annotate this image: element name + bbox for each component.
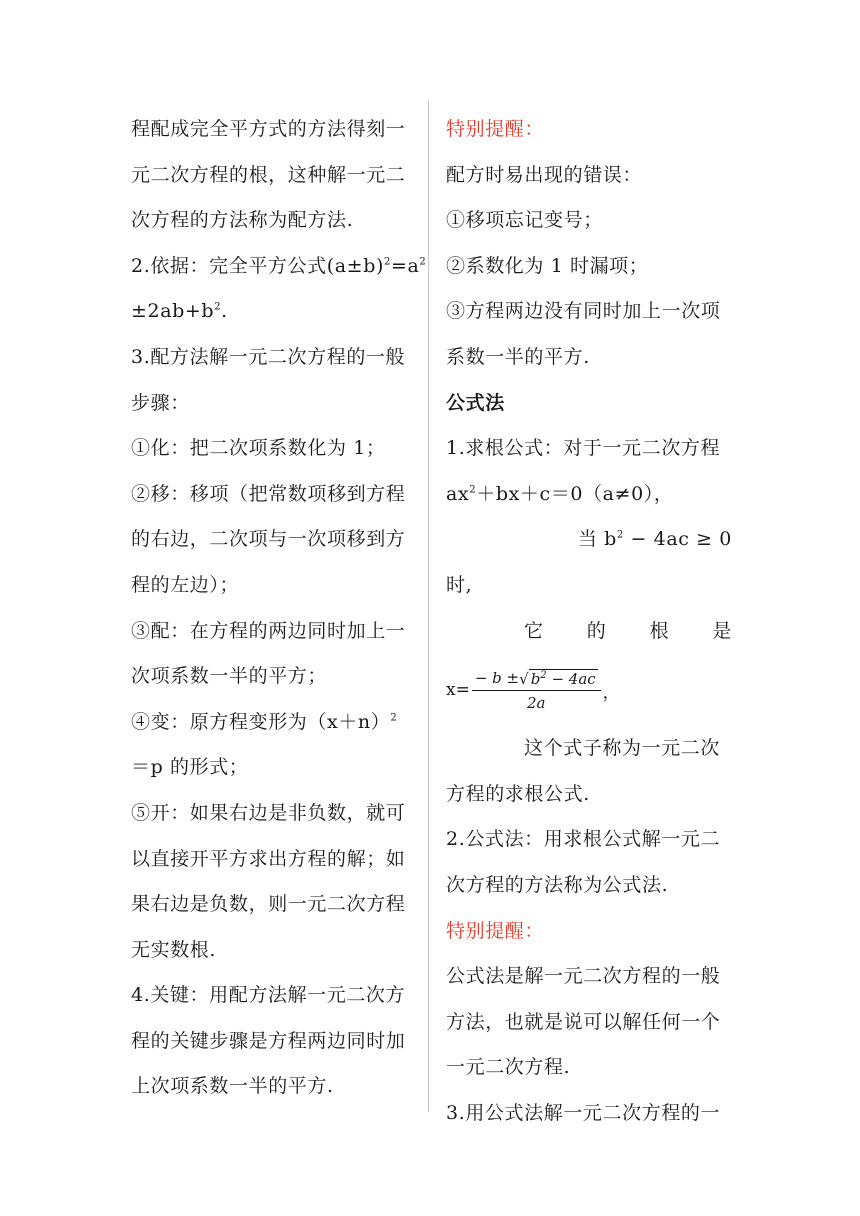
text: − 4ac ≥ 0	[623, 528, 732, 551]
text-line: 时,	[446, 573, 473, 596]
text: 当 b	[577, 528, 617, 551]
text-line: 步骤：	[131, 391, 190, 414]
word: 的	[586, 619, 607, 642]
text: ④变：原方程变形为（x＋n）	[131, 710, 391, 733]
text-line: 元二次方程的根，这种解一元二	[131, 163, 406, 186]
radical-sign-icon: √	[519, 669, 529, 688]
word: 根	[649, 619, 670, 642]
quadratic-formula	[446, 654, 732, 726]
word: 它	[524, 619, 544, 642]
superscript: 2	[419, 256, 427, 268]
special-reminder-heading: 特别提醒：	[446, 919, 545, 942]
text: 2.依据：完全平方公式(a±b)	[131, 254, 384, 277]
text: ±2ab+b	[131, 300, 215, 323]
step-4	[131, 700, 419, 746]
text-line-basis	[131, 244, 427, 290]
superscript: 2	[616, 530, 624, 542]
text: − b ±	[474, 669, 520, 688]
text-line: 上次项系数一半的平方.	[131, 1075, 334, 1098]
text-line: 这个式子称为一元二次	[524, 737, 721, 760]
superscript: 2	[214, 302, 222, 314]
text-line	[131, 289, 419, 335]
section-heading: 公式法	[446, 391, 505, 414]
right-column	[446, 107, 732, 1136]
step-3: ③配：在方程的两边同时加上一	[131, 619, 406, 642]
superscript: 2	[540, 669, 547, 681]
step-1: ①化：把二次项系数化为 1；	[131, 437, 386, 460]
step-5: ⑤开：如果右边是非负数，就可	[131, 801, 406, 824]
formula-fraction	[472, 669, 601, 712]
text-line: 无实数根.	[131, 938, 217, 961]
text-line: 3.用公式法解一元二次方程的一	[446, 1101, 721, 1124]
text-line: 方程的求根公式.	[446, 782, 590, 805]
text-line: 配方时易出现的错误：	[446, 163, 643, 186]
text-line: 次方程的方法称为配方法.	[131, 209, 354, 232]
column-divider	[428, 100, 429, 1112]
formula-suffix: ，	[602, 682, 620, 703]
discriminant-line	[446, 517, 732, 563]
text-line: 3.配方法解一元二次方程的一般	[131, 345, 406, 368]
text-line: 程的关键步骤是方程两边同时加	[131, 1029, 406, 1052]
word: 是	[712, 619, 732, 642]
text: − 4ac	[546, 669, 596, 688]
left-column	[131, 107, 427, 1110]
square-root	[519, 669, 598, 688]
text-line: 2.公式法：用求根公式解一元二	[446, 828, 721, 851]
text-line: 4.关键：用配方法解一元二次方	[131, 984, 406, 1007]
text-line: ②系数化为 1 时漏项；	[446, 254, 649, 277]
text: ＋bx＋c＝0（a≠0），	[476, 482, 674, 505]
text-line: ③方程两边没有同时加上一次项	[446, 300, 721, 323]
formula-numerator	[472, 669, 601, 691]
superscript: 2	[383, 256, 391, 268]
text-line: 次方程的方法称为公式法.	[446, 873, 669, 896]
formula-denominator: 2a	[527, 693, 546, 712]
text: .	[221, 300, 228, 323]
superscript: 2	[469, 484, 477, 496]
step-2: ②移：移项（把常数项移到方程	[131, 482, 406, 505]
text-line: 公式法是解一元二次方程的一般	[446, 965, 721, 988]
equation-line	[446, 472, 732, 518]
text: b	[530, 669, 541, 688]
text-line: 次项系数一半的平方；	[131, 665, 328, 688]
text-line: 以直接开平方求出方程的解；如	[131, 847, 406, 870]
text-line: 程配成完全平方式的方法得刻一	[131, 118, 406, 140]
superscript: 2	[390, 712, 398, 724]
text-line: ＝p 的形式；	[131, 756, 249, 779]
text-line: 程的左边）；	[131, 573, 240, 596]
text-line: 一元二次方程.	[446, 1056, 571, 1079]
special-reminder-heading: 特别提醒：	[446, 118, 545, 140]
spaced-text-line	[446, 609, 732, 655]
text: =a	[390, 254, 420, 277]
text-line: 方法，也就是说可以解任何一个	[446, 1010, 721, 1033]
text: ax	[446, 482, 470, 505]
formula-prefix: x=	[446, 680, 470, 701]
text-line: 果右边是负数，则一元二次方程	[131, 893, 406, 916]
text-line: 1.求根公式：对于一元二次方程	[446, 437, 721, 460]
radicand	[529, 669, 598, 688]
text-line: 系数一半的平方.	[446, 345, 590, 368]
text-line: ①移项忘记变号；	[446, 209, 603, 232]
text-line: 的右边，二次项与一次项移到方	[131, 528, 406, 551]
